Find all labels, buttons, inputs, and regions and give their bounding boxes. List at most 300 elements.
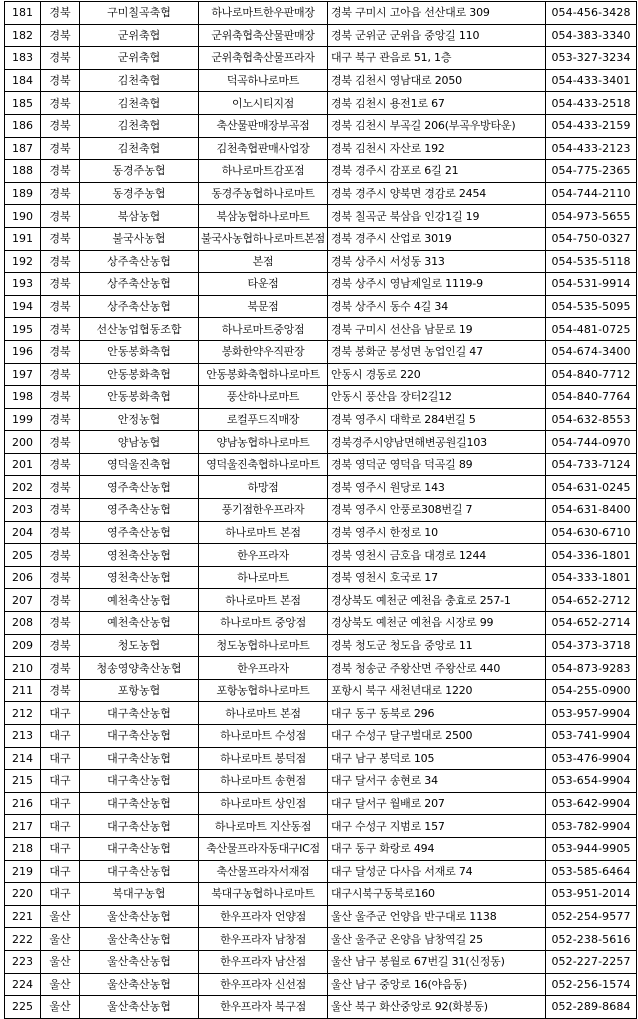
region-cell: 경북	[41, 24, 80, 47]
address-cell: 경북 상주시 서성동 313	[328, 250, 546, 273]
table-row	[5, 770, 637, 793]
region-cell: 대구	[41, 702, 80, 725]
row-number-cell: 219	[5, 860, 41, 883]
store-name-cell: 북대구농협하나로마트	[199, 883, 328, 906]
row-number-cell: 194	[5, 295, 41, 318]
store-name-cell: 하나로마트 본점	[199, 521, 328, 544]
store-name-cell: 하나로마트 봉덕점	[199, 747, 328, 770]
address-cell: 대구시북구동북로160	[328, 883, 546, 906]
store-name-cell: 하나로마트	[199, 566, 328, 589]
phone-cell: 054-632-8553	[546, 408, 637, 431]
row-number-cell: 203	[5, 499, 41, 522]
row-number-cell: 201	[5, 453, 41, 476]
phone-cell: 054-775-2365	[546, 160, 637, 183]
address-cell: 안동시 풍산읍 장터2길12	[328, 386, 546, 409]
table-row	[5, 566, 637, 589]
phone-cell: 054-873-9283	[546, 657, 637, 680]
cooperative-cell: 대구축산농협	[80, 702, 199, 725]
row-number-cell: 190	[5, 205, 41, 228]
table-row	[5, 544, 637, 567]
table-row	[5, 792, 637, 815]
row-number-cell: 214	[5, 747, 41, 770]
store-name-cell: 축산물판매장부곡점	[199, 114, 328, 137]
table-row	[5, 318, 637, 341]
address-cell: 경상북도 예천군 예천읍 충효로 257-1	[328, 589, 546, 612]
table-row	[5, 363, 637, 386]
address-cell: 포항시 북구 새천년대로 1220	[328, 679, 546, 702]
address-cell: 경북 청도군 청도읍 중앙로 11	[328, 634, 546, 657]
table-row	[5, 2, 637, 25]
row-number-cell: 198	[5, 386, 41, 409]
cooperative-cell: 대구축산농협	[80, 815, 199, 838]
phone-cell: 054-433-2123	[546, 137, 637, 160]
row-number-cell: 193	[5, 273, 41, 296]
row-number-cell: 210	[5, 657, 41, 680]
store-name-cell: 하나로마트 본점	[199, 702, 328, 725]
store-name-cell: 한우프라자 언양점	[199, 905, 328, 928]
store-name-cell: 하나로마트한우판매장	[199, 2, 328, 25]
row-number-cell: 195	[5, 318, 41, 341]
address-cell: 대구 달서구 월배로 207	[328, 792, 546, 815]
store-name-cell: 군위축협축산물판매장	[199, 24, 328, 47]
row-number-cell: 217	[5, 815, 41, 838]
row-number-cell: 220	[5, 883, 41, 906]
table-row	[5, 182, 637, 205]
table-row	[5, 612, 637, 635]
cooperative-cell: 대구축산농협	[80, 860, 199, 883]
phone-cell: 053-957-9904	[546, 702, 637, 725]
store-name-cell: 양남농협하나로마트	[199, 431, 328, 454]
table-row	[5, 860, 637, 883]
cooperative-cell: 김천축협	[80, 137, 199, 160]
address-cell: 경북 영덕군 영덕읍 덕곡길 89	[328, 453, 546, 476]
store-name-cell: 한우프라자	[199, 544, 328, 567]
table-row	[5, 521, 637, 544]
table-row	[5, 815, 637, 838]
cooperative-cell: 군위축협	[80, 47, 199, 70]
cooperative-cell: 영천축산농협	[80, 544, 199, 567]
row-number-cell: 209	[5, 634, 41, 657]
row-number-cell: 205	[5, 544, 41, 567]
phone-cell: 053-741-9904	[546, 725, 637, 748]
region-cell: 경북	[41, 566, 80, 589]
address-cell: 경북 영천시 금호읍 대경로 1244	[328, 544, 546, 567]
address-cell: 울산 울주군 언양읍 반구대로 1138	[328, 905, 546, 928]
row-number-cell: 224	[5, 973, 41, 996]
store-name-cell: 이노시티지점	[199, 92, 328, 115]
region-cell: 경북	[41, 612, 80, 635]
region-cell: 경북	[41, 431, 80, 454]
phone-cell: 054-631-8400	[546, 499, 637, 522]
phone-cell: 054-433-3401	[546, 69, 637, 92]
table-row	[5, 69, 637, 92]
table-row	[5, 883, 637, 906]
phone-cell: 054-733-7124	[546, 453, 637, 476]
cooperative-cell: 대구축산농협	[80, 792, 199, 815]
table-row	[5, 973, 637, 996]
table-row	[5, 114, 637, 137]
cooperative-cell: 예천축산농협	[80, 589, 199, 612]
table-row	[5, 431, 637, 454]
phone-cell: 054-973-5655	[546, 205, 637, 228]
region-cell: 경북	[41, 476, 80, 499]
row-number-cell: 187	[5, 137, 41, 160]
region-cell: 경북	[41, 657, 80, 680]
address-cell: 경상북도 예천군 예천읍 시장로 99	[328, 612, 546, 635]
address-cell: 대구 달성군 다사읍 서재로 74	[328, 860, 546, 883]
row-number-cell: 211	[5, 679, 41, 702]
phone-cell: 054-652-2712	[546, 589, 637, 612]
address-cell: 경북 영주시 안풍로308번길 7	[328, 499, 546, 522]
row-number-cell: 185	[5, 92, 41, 115]
table-row	[5, 679, 637, 702]
table-row	[5, 227, 637, 250]
region-cell: 대구	[41, 725, 80, 748]
region-cell: 경북	[41, 137, 80, 160]
region-cell: 대구	[41, 770, 80, 793]
phone-cell: 052-289-8684	[546, 996, 637, 1019]
cooperative-cell: 대구축산농협	[80, 725, 199, 748]
row-number-cell: 225	[5, 996, 41, 1019]
store-name-cell: 축산물프라자서재점	[199, 860, 328, 883]
store-name-cell: 북삼농협하나로마트	[199, 205, 328, 228]
region-cell: 경북	[41, 318, 80, 341]
phone-cell: 054-456-3428	[546, 2, 637, 25]
phone-cell: 052-256-1574	[546, 973, 637, 996]
address-cell: 경북 영주시 대학로 284번길 5	[328, 408, 546, 431]
row-number-cell: 188	[5, 160, 41, 183]
phone-cell: 054-535-5095	[546, 295, 637, 318]
region-cell: 경북	[41, 69, 80, 92]
row-number-cell: 206	[5, 566, 41, 589]
table-row	[5, 996, 637, 1019]
region-cell: 경북	[41, 92, 80, 115]
phone-cell: 054-433-2159	[546, 114, 637, 137]
store-name-cell: 안동봉화축협하나로마트	[199, 363, 328, 386]
region-cell: 대구	[41, 747, 80, 770]
row-number-cell: 207	[5, 589, 41, 612]
address-cell: 경북 상주시 영남제일로 1119-9	[328, 273, 546, 296]
row-number-cell: 221	[5, 905, 41, 928]
region-cell: 경북	[41, 521, 80, 544]
cooperative-cell: 울산축산농협	[80, 905, 199, 928]
phone-cell: 054-433-2518	[546, 92, 637, 115]
address-cell: 경북 영주시 원당로 143	[328, 476, 546, 499]
cooperative-cell: 영천축산농협	[80, 566, 199, 589]
cooperative-cell: 울산축산농협	[80, 950, 199, 973]
region-cell: 경북	[41, 160, 80, 183]
table-row	[5, 24, 637, 47]
store-name-cell: 축산물프라자동대구IC점	[199, 837, 328, 860]
store-list-sheet	[4, 1, 636, 1019]
address-cell: 경북 영천시 호국로 17	[328, 566, 546, 589]
cooperative-cell: 영주축산농협	[80, 521, 199, 544]
cooperative-cell: 선산농업협동조합	[80, 318, 199, 341]
address-cell: 경북 칠곡군 북삼읍 인강1길 19	[328, 205, 546, 228]
phone-cell: 053-951-2014	[546, 883, 637, 906]
address-cell: 대구 동구 동북로 296	[328, 702, 546, 725]
store-name-cell: 한우프라자 신선점	[199, 973, 328, 996]
table-row	[5, 702, 637, 725]
address-cell: 울산 남구 봉월로 67번길 31(신정동)	[328, 950, 546, 973]
table-row	[5, 499, 637, 522]
phone-cell: 054-674-3400	[546, 340, 637, 363]
region-cell: 경북	[41, 47, 80, 70]
store-name-cell: 풍기점한우프라자	[199, 499, 328, 522]
table-row	[5, 205, 637, 228]
cooperative-cell: 김천축협	[80, 69, 199, 92]
phone-cell: 054-535-5118	[546, 250, 637, 273]
store-name-cell: 청도농협하나로마트	[199, 634, 328, 657]
table-row	[5, 92, 637, 115]
table-row	[5, 747, 637, 770]
table-row	[5, 657, 637, 680]
row-number-cell: 208	[5, 612, 41, 635]
address-cell: 경북 김천시 영남대로 2050	[328, 69, 546, 92]
phone-cell: 054-744-2110	[546, 182, 637, 205]
table-row	[5, 273, 637, 296]
address-cell: 경북 봉화군 봉성면 농업인길 47	[328, 340, 546, 363]
address-cell: 경북 김천시 용전1로 67	[328, 92, 546, 115]
table-row	[5, 725, 637, 748]
row-number-cell: 186	[5, 114, 41, 137]
address-cell: 울산 북구 화산중앙로 92(화봉동)	[328, 996, 546, 1019]
region-cell: 경북	[41, 386, 80, 409]
region-cell: 울산	[41, 973, 80, 996]
cooperative-cell: 예천축산농협	[80, 612, 199, 635]
address-cell: 대구 수성구 지범로 157	[328, 815, 546, 838]
region-cell: 대구	[41, 792, 80, 815]
row-number-cell: 215	[5, 770, 41, 793]
region-cell: 경북	[41, 363, 80, 386]
row-number-cell: 199	[5, 408, 41, 431]
table-row	[5, 453, 637, 476]
phone-cell: 053-585-6464	[546, 860, 637, 883]
region-cell: 경북	[41, 273, 80, 296]
cooperative-cell: 안동봉화축협	[80, 340, 199, 363]
region-cell: 경북	[41, 589, 80, 612]
store-name-cell: 타운점	[199, 273, 328, 296]
cooperative-cell: 영덕울진축협	[80, 453, 199, 476]
address-cell: 경북 김천시 자산로 192	[328, 137, 546, 160]
phone-cell: 054-840-7764	[546, 386, 637, 409]
row-number-cell: 197	[5, 363, 41, 386]
region-cell: 경북	[41, 227, 80, 250]
cooperative-cell: 상주축산농협	[80, 295, 199, 318]
address-cell: 경북경주시양남면해변공원길103	[328, 431, 546, 454]
row-number-cell: 200	[5, 431, 41, 454]
region-cell: 대구	[41, 837, 80, 860]
table-row	[5, 476, 637, 499]
table-row	[5, 250, 637, 273]
phone-cell: 054-652-2714	[546, 612, 637, 635]
region-cell: 울산	[41, 928, 80, 951]
phone-cell: 053-476-9904	[546, 747, 637, 770]
cooperative-cell: 울산축산농협	[80, 973, 199, 996]
cooperative-cell: 청송영양축산농협	[80, 657, 199, 680]
cooperative-cell: 대구축산농협	[80, 837, 199, 860]
cooperative-cell: 대구축산농협	[80, 770, 199, 793]
phone-cell: 054-531-9914	[546, 273, 637, 296]
phone-cell: 054-255-0900	[546, 679, 637, 702]
address-cell: 경북 구미시 선산읍 남문로 19	[328, 318, 546, 341]
row-number-cell: 196	[5, 340, 41, 363]
region-cell: 울산	[41, 905, 80, 928]
region-cell: 울산	[41, 996, 80, 1019]
store-name-cell: 불국사농협하나로마트본점	[199, 227, 328, 250]
address-cell: 경북 경주시 양북면 경감로 2454	[328, 182, 546, 205]
region-cell: 경북	[41, 340, 80, 363]
cooperative-cell: 김천축협	[80, 92, 199, 115]
region-cell: 경북	[41, 295, 80, 318]
address-cell: 대구 달서구 송현로 34	[328, 770, 546, 793]
address-cell: 대구 남구 봉덕로 105	[328, 747, 546, 770]
store-name-cell: 포항농협하나로마트	[199, 679, 328, 702]
region-cell: 경북	[41, 250, 80, 273]
row-number-cell: 213	[5, 725, 41, 748]
row-number-cell: 204	[5, 521, 41, 544]
cooperative-cell: 북대구농협	[80, 883, 199, 906]
cooperative-cell: 구미칠곡축협	[80, 2, 199, 25]
phone-cell: 052-254-9577	[546, 905, 637, 928]
row-number-cell: 212	[5, 702, 41, 725]
row-number-cell: 189	[5, 182, 41, 205]
store-name-cell: 영덕울진축협하나로마트	[199, 453, 328, 476]
store-name-cell: 하망점	[199, 476, 328, 499]
cooperative-cell: 영주축산농협	[80, 499, 199, 522]
address-cell: 경북 상주시 동수 4길 34	[328, 295, 546, 318]
phone-cell: 054-383-3340	[546, 24, 637, 47]
store-name-cell: 군위축협축산물프라자	[199, 47, 328, 70]
region-cell: 경북	[41, 544, 80, 567]
row-number-cell: 181	[5, 2, 41, 25]
store-name-cell: 하나로마트 송현점	[199, 770, 328, 793]
row-number-cell: 216	[5, 792, 41, 815]
phone-cell: 053-327-3234	[546, 47, 637, 70]
address-cell: 경북 경주시 산업로 3019	[328, 227, 546, 250]
table-row	[5, 47, 637, 70]
cooperative-cell: 동경주농협	[80, 182, 199, 205]
phone-cell: 054-750-0327	[546, 227, 637, 250]
phone-cell: 052-227-2257	[546, 950, 637, 973]
phone-cell: 053-654-9904	[546, 770, 637, 793]
address-cell: 경북 경주시 감포로 6길 21	[328, 160, 546, 183]
region-cell: 대구	[41, 815, 80, 838]
row-number-cell: 182	[5, 24, 41, 47]
store-name-cell: 로컬푸드직매장	[199, 408, 328, 431]
address-cell: 경북 김천시 부곡길 206(부곡우방타운)	[328, 114, 546, 137]
store-name-cell: 동경주농협하나로마트	[199, 182, 328, 205]
cooperative-cell: 안정농협	[80, 408, 199, 431]
store-name-cell: 하나로마트 본점	[199, 589, 328, 612]
phone-cell: 053-782-9904	[546, 815, 637, 838]
phone-cell: 052-238-5616	[546, 928, 637, 951]
cooperative-cell: 안동봉화축협	[80, 363, 199, 386]
store-name-cell: 덕곡하나로마트	[199, 69, 328, 92]
cooperative-cell: 대구축산농협	[80, 747, 199, 770]
store-name-cell: 봉화한약우직판장	[199, 340, 328, 363]
cooperative-cell: 북삼농협	[80, 205, 199, 228]
address-cell: 대구 수성구 달구벌대로 2500	[328, 725, 546, 748]
store-name-cell: 한우프라자 남창점	[199, 928, 328, 951]
store-name-cell: 하나로마트 지산동점	[199, 815, 328, 838]
store-table-body	[5, 2, 637, 1019]
phone-cell: 053-944-9905	[546, 837, 637, 860]
region-cell: 울산	[41, 950, 80, 973]
address-cell: 경북 군위군 군위읍 중앙길 110	[328, 24, 546, 47]
cooperative-cell: 울산축산농협	[80, 996, 199, 1019]
row-number-cell: 223	[5, 950, 41, 973]
region-cell: 경북	[41, 205, 80, 228]
region-cell: 경북	[41, 114, 80, 137]
store-name-cell: 풍산하나로마트	[199, 386, 328, 409]
region-cell: 경북	[41, 634, 80, 657]
table-row	[5, 295, 637, 318]
address-cell: 안동시 경동로 220	[328, 363, 546, 386]
store-name-cell: 김천축협판매사업장	[199, 137, 328, 160]
cooperative-cell: 포항농협	[80, 679, 199, 702]
row-number-cell: 191	[5, 227, 41, 250]
row-number-cell: 184	[5, 69, 41, 92]
cooperative-cell: 안동봉화축협	[80, 386, 199, 409]
row-number-cell: 192	[5, 250, 41, 273]
table-row	[5, 589, 637, 612]
cooperative-cell: 양남농협	[80, 431, 199, 454]
table-row	[5, 837, 637, 860]
phone-cell: 054-744-0970	[546, 431, 637, 454]
address-cell: 울산 울주군 온양읍 남창역길 25	[328, 928, 546, 951]
store-name-cell: 하나로마트 수성점	[199, 725, 328, 748]
address-cell: 경북 영주시 한정로 10	[328, 521, 546, 544]
cooperative-cell: 불국사농협	[80, 227, 199, 250]
table-row	[5, 386, 637, 409]
cooperative-cell: 상주축산농협	[80, 250, 199, 273]
phone-cell: 054-336-1801	[546, 544, 637, 567]
store-name-cell: 한우프라자 남산점	[199, 950, 328, 973]
table-row	[5, 634, 637, 657]
region-cell: 경북	[41, 182, 80, 205]
store-name-cell: 하나로마트 상인점	[199, 792, 328, 815]
phone-cell: 054-840-7712	[546, 363, 637, 386]
address-cell: 경북 구미시 고아읍 선산대로 309	[328, 2, 546, 25]
cooperative-cell: 군위축협	[80, 24, 199, 47]
store-name-cell: 하나로마트감포점	[199, 160, 328, 183]
cooperative-cell: 김천축협	[80, 114, 199, 137]
phone-cell: 054-631-0245	[546, 476, 637, 499]
address-cell: 대구 북구 관음로 51, 1층	[328, 47, 546, 70]
row-number-cell: 218	[5, 837, 41, 860]
address-cell: 울산 남구 중앙로 16(야음동)	[328, 973, 546, 996]
region-cell: 경북	[41, 453, 80, 476]
region-cell: 대구	[41, 860, 80, 883]
phone-cell: 054-333-1801	[546, 566, 637, 589]
table-row	[5, 408, 637, 431]
table-row	[5, 137, 637, 160]
store-name-cell: 한우프라자 북구점	[199, 996, 328, 1019]
store-name-cell: 북문점	[199, 295, 328, 318]
store-table	[4, 1, 637, 1019]
phone-cell: 054-630-6710	[546, 521, 637, 544]
cooperative-cell: 상주축산농협	[80, 273, 199, 296]
region-cell: 경북	[41, 2, 80, 25]
table-row	[5, 160, 637, 183]
region-cell: 대구	[41, 883, 80, 906]
cooperative-cell: 동경주농협	[80, 160, 199, 183]
cooperative-cell: 울산축산농협	[80, 928, 199, 951]
store-name-cell: 한우프라자	[199, 657, 328, 680]
address-cell: 경북 청송군 주왕산면 주왕산로 440	[328, 657, 546, 680]
cooperative-cell: 영주축산농협	[80, 476, 199, 499]
